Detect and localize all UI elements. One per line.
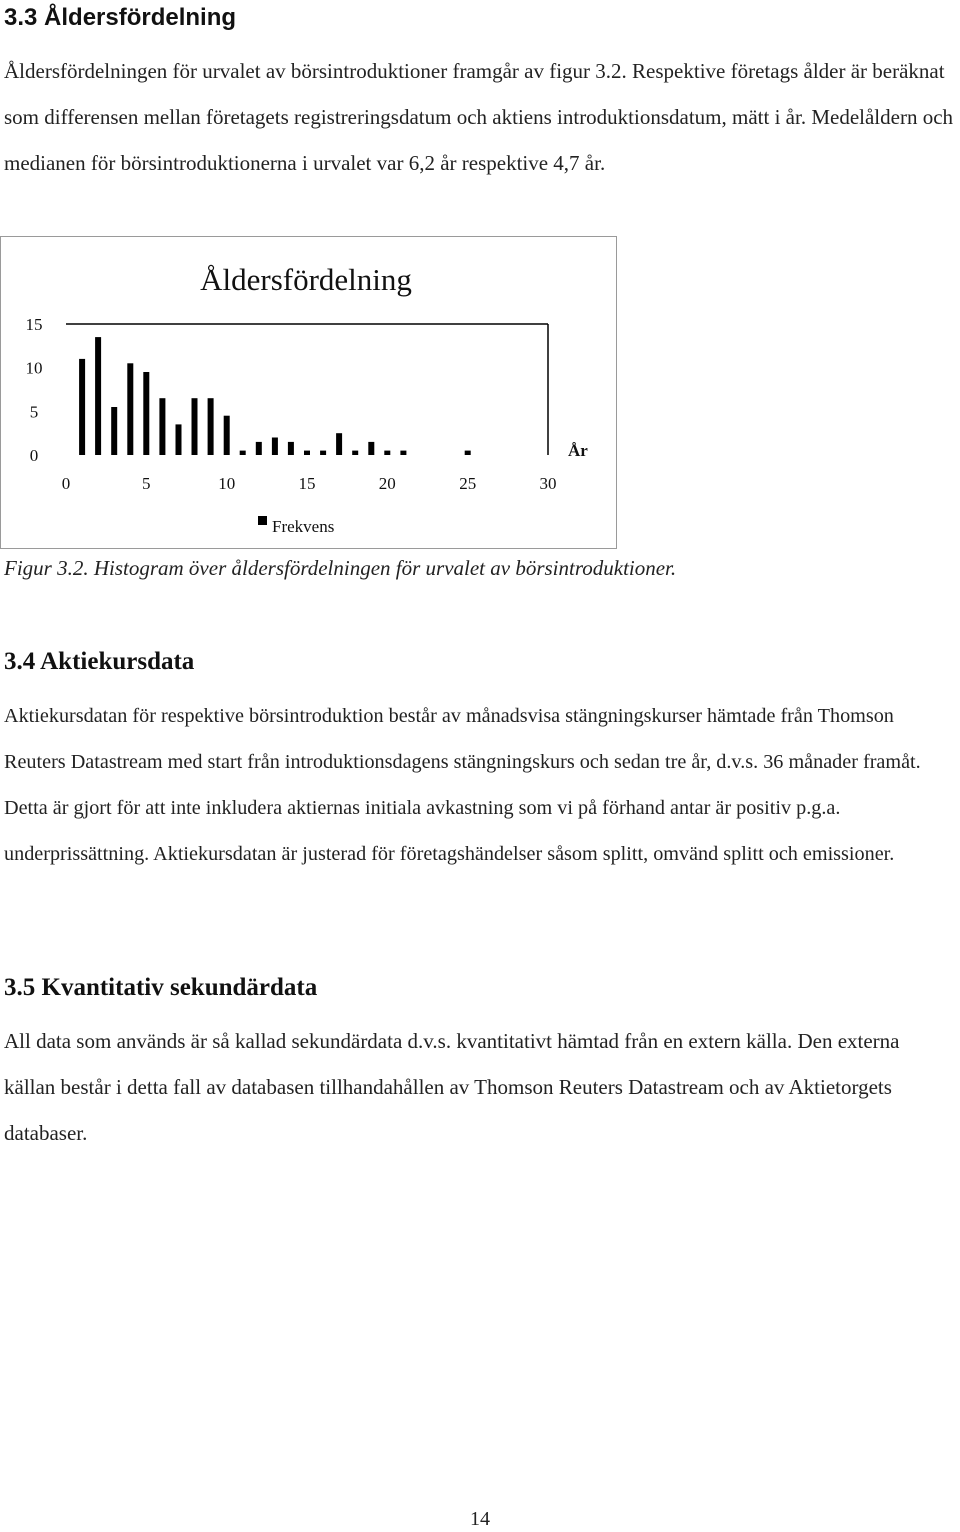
bar-age-11: [240, 451, 246, 455]
bar-age-4: [127, 363, 133, 455]
bar-age-25: [465, 451, 471, 455]
bar-age-20: [384, 451, 390, 455]
chart-title: Åldersfördelning: [200, 262, 412, 297]
x-tick-25: 25: [459, 474, 477, 493]
histogram-svg: [0, 236, 618, 550]
x-tick-20: 20: [378, 474, 396, 493]
bar-age-16: [320, 451, 326, 455]
y-tick-10: 10: [25, 358, 43, 378]
bar-age-3: [111, 407, 117, 455]
section-heading-3-5: 3.5 Kvantitativ sekundärdata: [4, 974, 318, 1001]
legend-label-frekvens: Frekvens: [272, 517, 335, 536]
bar-age-12: [256, 442, 262, 455]
bar-age-21: [400, 451, 406, 455]
bar-age-19: [368, 442, 374, 455]
legend-swatch: [258, 516, 267, 525]
bar-age-15: [304, 451, 310, 455]
x-axis-label: År: [568, 441, 588, 460]
section-3-5-paragraph: All data som används är så kallad sekundärdata d.v.s. kvantitativt hämtad från en extern källa. Den externa källan består i detta fall av databasen tillhandahållen av Thomson Reuters Datastream och av Aktietorgets databaser.: [4, 1029, 900, 1145]
bar-age-1: [79, 359, 85, 455]
x-tick-10: 10: [218, 474, 236, 493]
page-number: 14: [470, 1508, 490, 1530]
x-tick-30: 30: [539, 474, 557, 493]
figure-caption: Figur 3.2. Histogram över åldersfördelningen för urvalet av börsintroduktioner.: [4, 556, 677, 580]
bar-age-2: [95, 337, 101, 455]
age-distribution-chart: [0, 236, 618, 550]
bar-age-18: [352, 451, 358, 455]
bar-age-14: [288, 442, 294, 455]
bar-age-8: [192, 398, 198, 455]
y-tick-15: 15: [25, 315, 43, 334]
section-heading-3-4: 3.4 Aktiekursdata: [4, 648, 195, 675]
bar-age-7: [176, 424, 182, 455]
bar-age-13: [272, 438, 278, 456]
bar-age-5: [143, 372, 149, 455]
bar-age-6: [159, 398, 165, 455]
bar-age-17: [336, 433, 342, 455]
section-3-4-paragraph: Aktiekursdatan för respektive börsintroduktion består av månadsvisa stängningskurser hämtade från Thomson Reuters Datastream med start från introduktionsdagens stängningskurs och sedan tre år, d.v.s. 36 månader framåt. Detta är gjort för att inte inkludera aktiernas initiala avkastning som vi på förhand antar är positiv p.g.a. underprissättning. Aktiekursdatan är justerad för företagshändelser såsom splitt, omvänd splitt och emissioner.: [4, 705, 921, 865]
bar-age-10: [224, 416, 230, 455]
bar-age-9: [208, 398, 214, 455]
x-tick-15: 15: [298, 474, 316, 493]
y-tick-0: 0: [29, 446, 39, 465]
x-tick-0: 0: [61, 474, 71, 493]
section-3-3-paragraph: Åldersfördelningen för urvalet av börsintroduktioner framgår av figur 3.2. Respektive företags ålder är beräknat som differensen mellan företagets registreringsdatum och aktiens introduktionsdatum, mätt i år. Medelåldern och medianen för börsintroduktionerna i urvalet var 6,2 år respektive 4,7 år.: [4, 59, 954, 175]
x-tick-5: 5: [142, 474, 151, 493]
section-heading-3-3: 3.3 Åldersfördelning: [4, 4, 237, 31]
y-tick-5: 5: [29, 402, 39, 422]
